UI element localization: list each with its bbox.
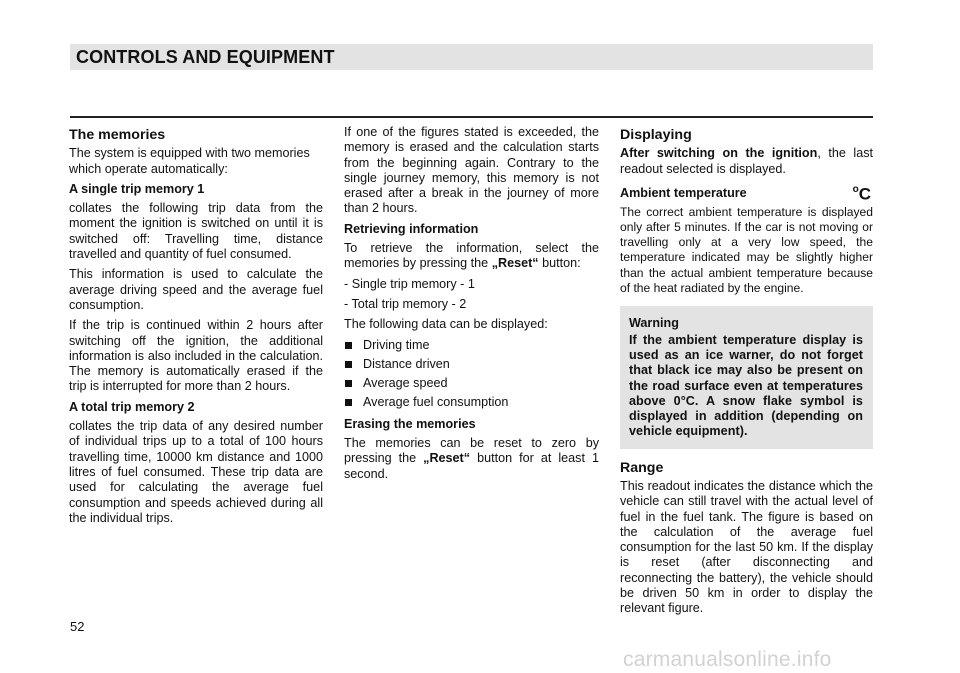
single-trip-paragraph-3: If the trip is continued within 2 hours after switching off the ignition, the additional information is also included in the calculation. The memory is automatically erased if the trip is interrupted for more than 2 hours. <box>69 318 323 394</box>
warning-box <box>620 306 873 448</box>
site-watermark: carmanualsonline.info <box>623 648 832 671</box>
heading-total-trip-memory: A total trip memory 2 <box>69 399 195 414</box>
bullet-square-icon <box>345 380 352 387</box>
header-divider <box>70 116 873 118</box>
single-trip-paragraph-1: collates the following trip data from the moment the ignition is switched on until it is switched off: Travelling time, distance travelled and quantity of fuel consumed. <box>69 201 323 262</box>
section-title: CONTROLS AND EQUIPMENT <box>76 47 335 67</box>
total-trip-paragraph: collates the trip data of any desired number of individual trips up to a total of 100 hours travelling time, 10000 km distance and 1000 litres of fuel consumed. These trip data are used for calculating the average fuel consumption and speeds achieved during all the individual trips. <box>69 419 323 525</box>
erase-paragraph: The memories can be reset to zero by pressing the „Reset“ button for at least 1 second. <box>344 436 599 481</box>
degrees-celsius-icon: $^o$C <box>852 183 871 204</box>
ambient-temperature-row <box>620 183 873 202</box>
list-item: Driving time <box>344 338 599 353</box>
warning-text: If the ambient temperature display is used as an ice warner, do not forget that black ice may also be present on the road surface even at temperatures above 0°C. A snow flake symbol is displayed in addition (depending on vehicle equipment). <box>629 332 863 439</box>
column-retrieving <box>344 125 599 487</box>
ambient-temperature-paragraph: The correct ambient temperature is displayed only after 5 minutes. If the car is not moving or travelling only at a very low speed, the temperature indicated may be slightly higher than the actual ambient temperature because of the heat radiated by the engine. <box>620 204 873 296</box>
heading-the-memories: The memories <box>69 127 166 143</box>
page-number: 52 <box>70 619 85 634</box>
retrieve-paragraph: To retrieve the information, select the memories by pressing the „Reset“ button: <box>344 241 599 271</box>
column-displaying <box>620 124 873 622</box>
heading-single-trip-memory: A single trip memory 1 <box>69 181 205 196</box>
column-memories <box>69 124 323 531</box>
heading-range: Range <box>620 459 664 476</box>
single-trip-line: - Single trip memory - 1 <box>344 276 475 291</box>
bullet-square-icon <box>345 342 352 349</box>
list-item: Average fuel consumption <box>344 395 599 410</box>
section-header-bar <box>70 44 873 70</box>
after-ignition-paragraph: After switching on the ignition, the last readout selected is displayed. <box>620 146 873 176</box>
range-paragraph: This readout indicates the distance which the vehicle can still travel with the actual level of fuel in the fuel tank. The figure is based on the calculation of the average fuel consumption for the last 50 km. If the display is reset (after disconnecting and reconnecting the battery), the vehicle should be driven 50 km in order to display the relevant figure. <box>620 479 873 616</box>
bullet-square-icon <box>345 399 352 406</box>
heading-erasing-memories: Erasing the memories <box>344 416 476 431</box>
ambient-temperature-label: Ambient temperature <box>620 186 747 201</box>
heading-retrieving-information: Retrieving information <box>344 221 479 236</box>
erase-condition-paragraph: If one of the figures stated is exceeded, the memory is erased and the calculation starts from the beginning again. Contrary to the single journey memory, this memory is not erased after a break in the journey of more than 2 hours. <box>344 125 599 216</box>
bullet-square-icon <box>345 361 352 368</box>
warning-title: Warning <box>629 316 679 331</box>
list-item: Average speed <box>344 376 599 391</box>
display-intro: The following data can be displayed: <box>344 317 548 332</box>
reset-button-label: „Reset“ <box>423 451 471 466</box>
list-item: Distance driven <box>344 357 599 372</box>
memories-intro: The system is equipped with two memories which operate automatically: <box>69 146 310 176</box>
reset-button-label: „Reset“ <box>491 256 539 271</box>
single-trip-paragraph-2: This information is used to calculate the average driving speed and the average fuel consumption. <box>69 267 323 312</box>
heading-displaying: Displaying <box>620 127 692 143</box>
total-trip-line: - Total trip memory - 2 <box>344 296 467 311</box>
